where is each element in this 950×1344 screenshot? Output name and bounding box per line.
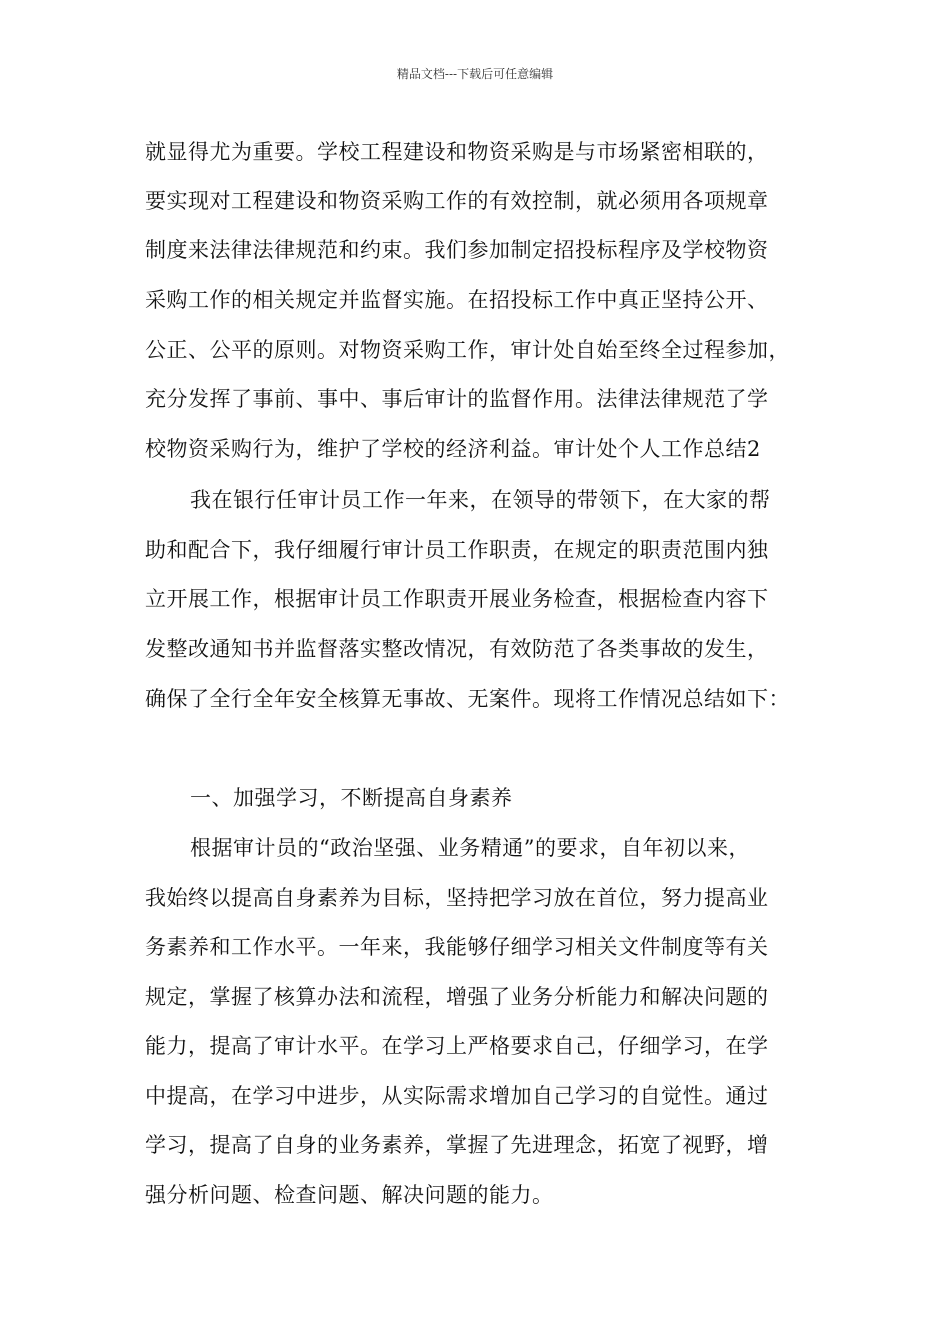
paragraph-line: 我始终以提高自身素养为目标，坚持把学习放在首位，努力提高业 xyxy=(145,886,769,910)
paragraph-line: 规定，掌握了核算办法和流程，增强了业务分析能力和解决问题的 xyxy=(145,985,769,1009)
paragraph-line: 我在银行任审计员工作一年来，在领导的带领下，在大家的帮 xyxy=(190,488,771,512)
paragraph-line: 学习，提高了自身的业务素养，掌握了先进理念，拓宽了视野，增 xyxy=(145,1133,769,1157)
paragraph-line: 立开展工作，根据审计员工作职责开展业务检查，根据检查内容下 xyxy=(145,587,769,611)
paragraph-line: 要实现对工程建设和物资采购工作的有效控制，就必须用各项规章 xyxy=(145,189,769,213)
paragraph-line: 中提高，在学习中进步，从实际需求增加自己学习的自觉性。通过 xyxy=(145,1084,769,1108)
page-header: 精品文档---下载后可任意编辑 xyxy=(396,67,554,81)
paragraph-line: 公正、公平的原则。对物资采购工作，审计处自始至终全过程参加， xyxy=(145,338,790,362)
paragraph-line: 务素养和工作水平。一年来，我能够仔细学习相关文件制度等有关 xyxy=(145,935,769,959)
paragraph-line: 能力，提高了审计水平。在学习上严格要求自己，仔细学习，在学 xyxy=(145,1034,769,1058)
paragraph-line: 根据审计员的“政治坚强、业务精通”的要求，自年初以来， xyxy=(190,836,750,860)
paragraph-line: 充分发挥了事前、事中、事后审计的监督作用。法律法律规范了学 xyxy=(145,387,769,411)
paragraph-line: 发整改通知书并监督落实整改情况，有效防范了各类事故的发生， xyxy=(145,637,769,661)
paragraph-line: 助和配合下，我仔细履行审计员工作职责，在规定的职责范围内独 xyxy=(145,538,769,562)
paragraph-line: 确保了全行全年安全核算无事故、无案件。现将工作情况总结如下： xyxy=(145,687,790,711)
paragraph-line: 就显得尤为重要。学校工程建设和物资采购是与市场紧密相联的， xyxy=(145,140,769,164)
paragraph-line: 采购工作的相关规定并监督实施。在招投标工作中真正坚持公开、 xyxy=(145,288,769,312)
paragraph-line: 强分析问题、检查问题、解决问题的能力。 xyxy=(145,1183,554,1207)
paragraph-line: 制度来法律法律规范和约束。我们参加制定招投标程序及学校物资 xyxy=(145,238,769,262)
paragraph-line: 校物资采购行为，维护了学校的经济利益。审计处个人工作总结2 xyxy=(145,437,761,461)
section-heading: 一、加强学习，不断提高自身素养 xyxy=(190,786,513,810)
